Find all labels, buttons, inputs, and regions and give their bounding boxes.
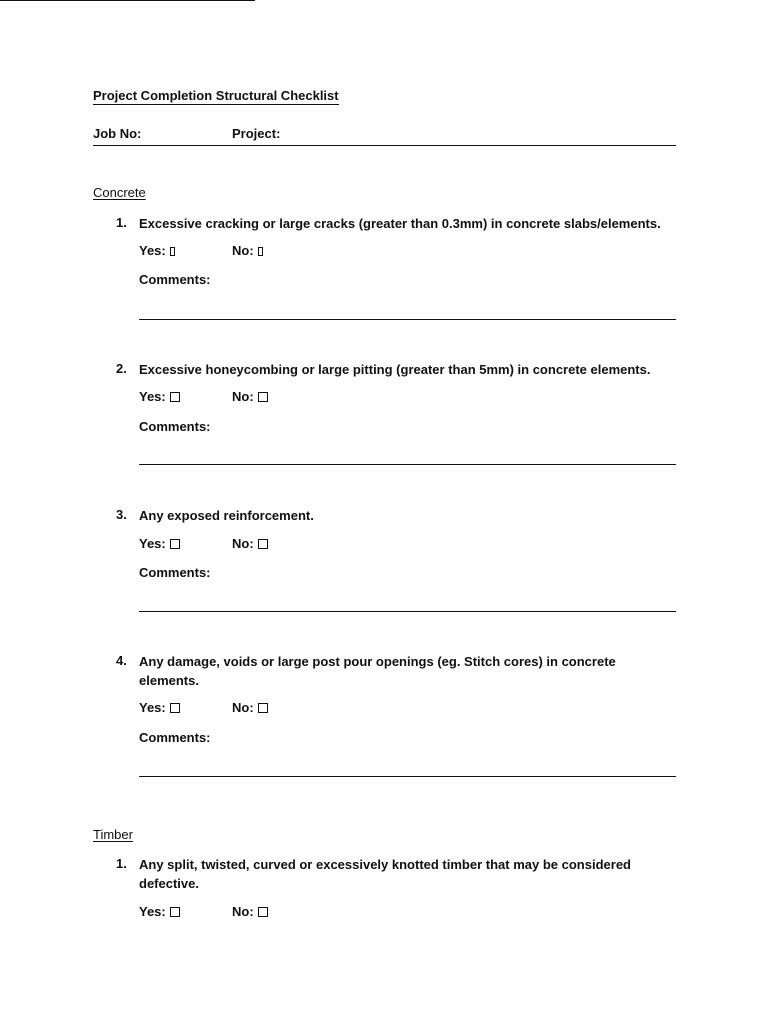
comments-label: Comments: xyxy=(139,272,211,287)
item-question: Any split, twisted, curved or excessively knotted timber that may be considered defective. xyxy=(139,857,631,891)
no-option[interactable] xyxy=(232,700,268,715)
job-no-label: Job No: xyxy=(93,126,142,141)
no-checkbox[interactable] xyxy=(258,247,263,256)
no-label: No: xyxy=(232,700,254,715)
no-option[interactable] xyxy=(232,536,268,551)
comments-line[interactable] xyxy=(139,611,676,612)
yes-label: Yes: xyxy=(139,536,166,551)
title-double-underline xyxy=(0,0,255,1)
no-checkbox[interactable] xyxy=(258,907,268,917)
comments-label: Comments: xyxy=(139,730,211,745)
yes-checkbox[interactable] xyxy=(170,247,175,256)
no-checkbox[interactable] xyxy=(258,539,268,549)
yes-label: Yes: xyxy=(139,243,166,258)
comments-label: Comments: xyxy=(139,565,211,580)
project-label: Project: xyxy=(232,126,281,141)
item-question: Excessive cracking or large cracks (greater than 0.3mm) in concrete slabs/elements. xyxy=(139,216,661,231)
yes-option[interactable] xyxy=(139,243,175,258)
no-label: No: xyxy=(232,243,254,258)
no-option[interactable] xyxy=(232,904,268,919)
no-label: No: xyxy=(232,389,254,404)
item-question: Excessive honeycombing or large pitting (greater than 5mm) in concrete elements. xyxy=(139,362,651,377)
item-question: Any exposed reinforcement. xyxy=(139,508,314,523)
yes-option[interactable] xyxy=(139,536,180,551)
item-question: Any damage, voids or large post pour openings (eg. Stitch cores) in concrete elements. xyxy=(139,654,616,688)
no-label: No: xyxy=(232,536,254,551)
comments-line[interactable] xyxy=(139,464,676,465)
section-heading-timber: Timber xyxy=(93,827,133,842)
yes-option[interactable] xyxy=(139,389,180,404)
comments-line[interactable] xyxy=(139,319,676,320)
yes-label: Yes: xyxy=(139,904,166,919)
header-rule xyxy=(93,145,676,146)
yes-label: Yes: xyxy=(139,700,166,715)
section-heading-concrete: Concrete xyxy=(93,185,146,200)
yes-option[interactable] xyxy=(139,700,180,715)
yes-checkbox[interactable] xyxy=(170,703,180,713)
item-number: 1. xyxy=(116,856,127,871)
comments-line[interactable] xyxy=(139,776,676,777)
no-checkbox[interactable] xyxy=(258,392,268,402)
no-checkbox[interactable] xyxy=(258,703,268,713)
yes-checkbox[interactable] xyxy=(170,539,180,549)
item-number: 3. xyxy=(116,507,127,522)
item-number: 4. xyxy=(116,653,127,668)
yes-checkbox[interactable] xyxy=(170,392,180,402)
no-option[interactable] xyxy=(232,389,268,404)
yes-checkbox[interactable] xyxy=(170,907,180,917)
yes-label: Yes: xyxy=(139,389,166,404)
yes-option[interactable] xyxy=(139,904,180,919)
comments-label: Comments: xyxy=(139,419,211,434)
item-number: 2. xyxy=(116,361,127,376)
page-title: Project Completion Structural Checklist xyxy=(93,88,339,103)
no-option[interactable] xyxy=(232,243,263,258)
item-number: 1. xyxy=(116,215,127,230)
no-label: No: xyxy=(232,904,254,919)
